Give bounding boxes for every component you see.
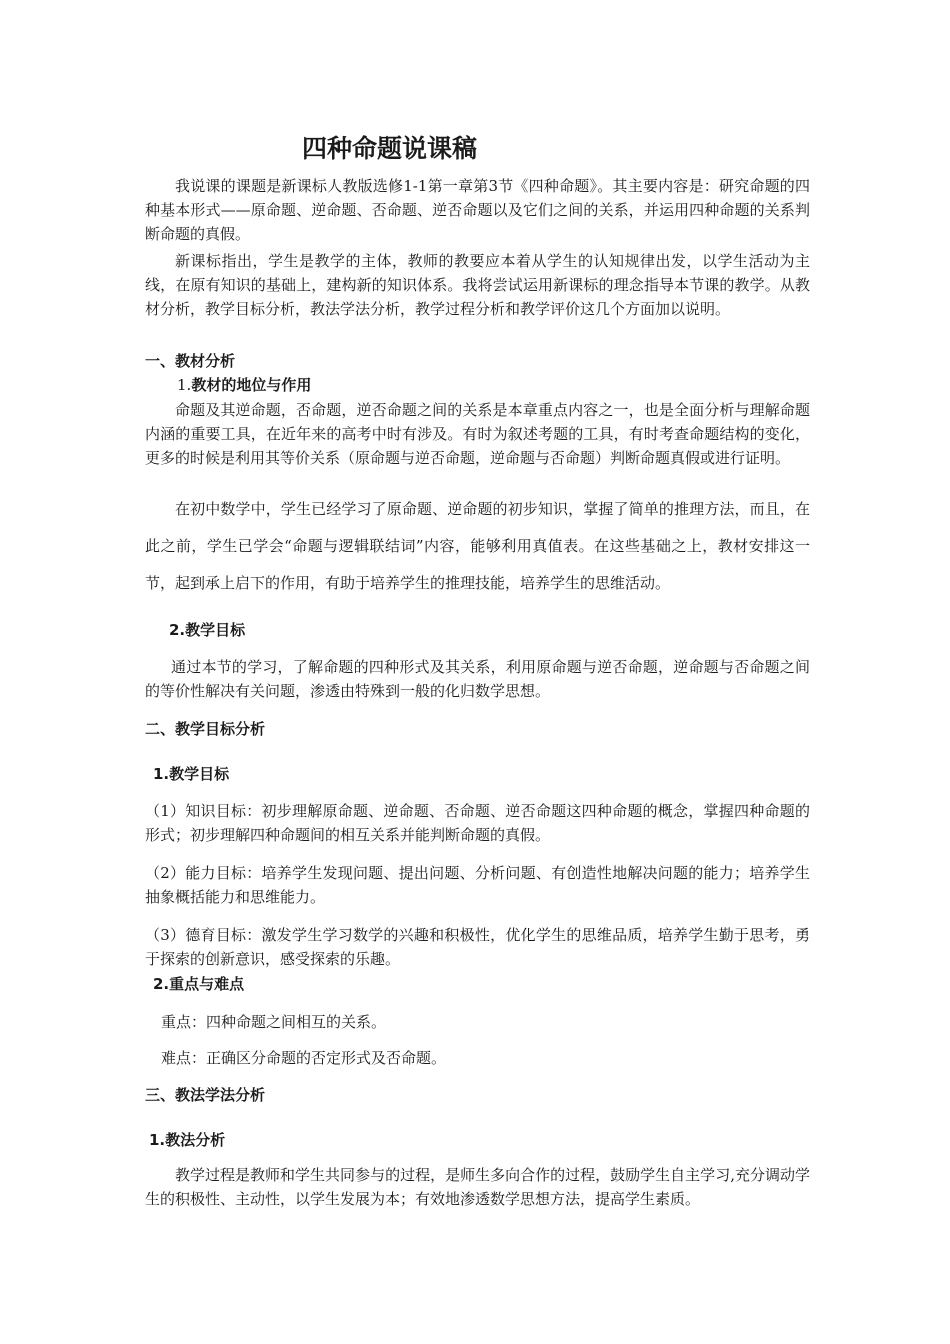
section-1-sub-2-paragraph: 通过本节的学习，了解命题的四种形式及其关系，利用原命题与逆否命题，逆命题与否命题之间的等价性解决有关问题，渗透由特殊到一般的化归数学思想。	[145, 658, 810, 700]
sub-number: 1.	[177, 376, 192, 394]
goal-item-moral: （3）德育目标：激发学生学习数学的兴趣和积极性，优化学生的思维品质，培养学生勤于思考，勇于探索的创新意识，感受探索的乐趣。	[145, 926, 810, 968]
section-2-heading: 二、教学目标分析	[145, 720, 266, 738]
sub-label: 教材的地位与作用	[191, 376, 312, 394]
section-1-paragraph-1: 命题及其逆命题，否命题，逆否命题之间的关系是本章重点内容之一，也是全面分析与理解命题内涵的重要工具，在近年来的高考中时有涉及。有时为叙述考题的工具，有时考查命题结构的变化，更多的时候是利用其等价关系（原命题与逆否命题，逆命题与否命题）判断命题真假或进行证明。	[145, 401, 810, 467]
document-title: 四种命题说课稿	[302, 134, 478, 163]
section-1-paragraph-2: 在初中数学中，学生已经学习了原命题、逆命题的初步知识，掌握了简单的推理方法，而且，在此之前，学生已学会“命题与逻辑联结词”内容，能够利用真值表。在这些基础之上，教材安排这一节，起到承上启下的作用，有助于培养学生的推理技能，培养学生的思维活动。	[145, 500, 810, 592]
section-3-paragraph: 教学过程是教师和学生共同参与的过程，是师生多向合作的过程，鼓励学生自主学习,充分调动学生的积极性、主动性，以学生发展为本；有效地渗透数学思想方法，提高学生素质。	[145, 1166, 810, 1208]
section-1-sub-1-heading	[145, 373, 810, 397]
section-3-heading: 三、教法学法分析	[145, 1086, 266, 1104]
section-2-sub-2-heading: 2.重点与难点	[153, 975, 245, 993]
goal-item-knowledge: （1）知识目标：初步理解原命题、逆命题、否命题、逆否命题这四种命题的概念，掌握四种命题的形式；初步理解四种命题间的相互关系并能判断命题的真假。	[145, 802, 810, 844]
goal-item-ability: （2）能力目标：培养学生发现问题、提出问题、分析问题、有创造性地解决问题的能力；培养学生抽象概括能力和思维能力。	[145, 864, 810, 906]
difficulty-point: 难点：正确区分命题的否定形式及否命题。	[161, 1049, 447, 1067]
section-3-sub-1-heading: 1.教法分析	[149, 1131, 226, 1149]
key-point: 重点：四种命题之间相互的关系。	[161, 1013, 387, 1031]
intro-paragraph-1: 我说课的课题是新课标人教版选修1-1第一章第3节《四种命题》。其主要内容是：研究命题的四种基本形式——原命题、逆命题、否命题、逆否命题以及它们之间的关系，并运用四种命题的关系判断命题的真假。	[145, 177, 810, 243]
intro-paragraph-2: 新课标指出，学生是教学的主体，教师的教要应本着从学生的认知规律出发，以学生活动为主线，在原有知识的基础上，建构新的知识体系。我将尝试运用新课标的理念指导本节课的教学。从教材分析，教学目标分析，教法学法分析，教学过程分析和教学评价这几个方面加以说明。	[145, 252, 810, 318]
section-1-sub-2-heading: 2.教学目标	[169, 621, 246, 639]
section-2-sub-1-heading: 1.教学目标	[153, 765, 230, 783]
section-1-heading: 一、教材分析	[145, 352, 236, 370]
